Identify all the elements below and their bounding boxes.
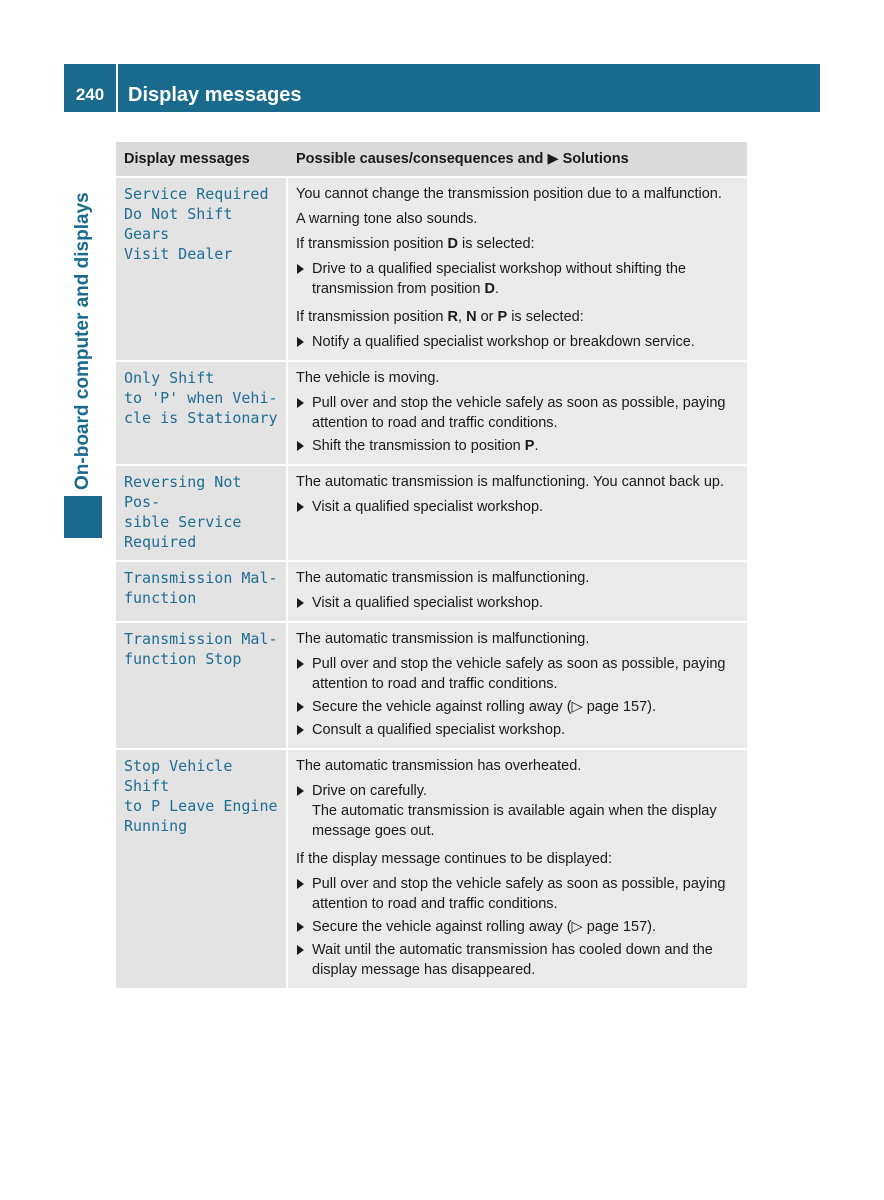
- table-row: [116, 562, 747, 623]
- bullet-arrow-icon: [297, 502, 304, 512]
- solution-item: Secure the vehicle against rolling away (▷ page 157).: [296, 697, 741, 717]
- solution-item: Drive on carefully. The automatic transmission is available again when the display message goes out.: [296, 781, 741, 841]
- solution-item: Pull over and stop the vehicle safely as soon as possible, paying attention to road and traffic conditions.: [296, 393, 741, 433]
- cause-text: The automatic transmission is malfunctioning. You cannot back up.: [296, 474, 724, 490]
- table-header: [116, 142, 747, 178]
- solution-item: Pull over and stop the vehicle safely as soon as possible, paying attention to road and traffic conditions.: [296, 874, 741, 914]
- bullet-arrow-icon: [297, 264, 304, 274]
- column-header-causes: Possible causes/consequences and ▶ Solutions: [296, 151, 629, 167]
- display-message: Transmission Mal- function: [124, 569, 278, 607]
- section-side-marker: [64, 496, 102, 538]
- cause-text: A warning tone also sounds.: [296, 211, 478, 227]
- page-header: [64, 64, 820, 112]
- cause-text: The automatic transmission has overheated.: [296, 758, 582, 774]
- table-row: [116, 466, 747, 562]
- display-message: Service Required Do Not Shift Gears Visit Dealer: [124, 185, 269, 263]
- bullet-arrow-icon: [297, 702, 304, 712]
- solution-item: Visit a qualified specialist workshop.: [296, 593, 741, 613]
- causes-cell: [288, 466, 747, 560]
- page-number: 240: [75, 85, 105, 104]
- solution-item: Shift the transmission to position P.: [296, 436, 741, 456]
- bullet-arrow-icon: [297, 337, 304, 347]
- solution-item: Notify a qualified specialist workshop or breakdown service.: [296, 332, 741, 352]
- solution-item: Visit a qualified specialist workshop.: [296, 497, 741, 517]
- cause-text: The vehicle is moving.: [296, 370, 440, 386]
- causes-cell: [288, 750, 747, 988]
- cause-text: The automatic transmission is malfunctioning.: [296, 570, 590, 586]
- cause-text: The automatic transmission is malfunctioning.: [296, 631, 590, 647]
- bullet-arrow-icon: [297, 659, 304, 669]
- condition-text: If the display message continues to be displayed:: [296, 851, 612, 867]
- cause-text: You cannot change the transmission position due to a malfunction.: [296, 186, 722, 202]
- bullet-arrow-icon: [297, 441, 304, 451]
- causes-cell: [288, 623, 747, 748]
- display-messages-table: [116, 142, 747, 990]
- table-row: [116, 750, 747, 990]
- table-row: [116, 178, 747, 362]
- page-title: Display messages: [128, 84, 302, 106]
- condition-text: If transmission position R, N or P is selected:: [296, 309, 584, 325]
- bullet-arrow-icon: [297, 945, 304, 955]
- bullet-arrow-icon: [297, 725, 304, 735]
- display-message: Stop Vehicle Shift to P Leave Engine Running: [124, 757, 278, 835]
- display-message: Transmission Mal- function Stop: [124, 630, 278, 668]
- condition-text: If transmission position D is selected:: [296, 236, 535, 252]
- display-message: Reversing Not Pos- sible Service Required: [124, 473, 242, 551]
- causes-cell: [288, 362, 747, 464]
- bullet-arrow-icon: [297, 786, 304, 796]
- display-message: Only Shift to 'P' when Vehi- cle is Stationary: [124, 369, 278, 427]
- table-row: [116, 623, 747, 750]
- bullet-arrow-icon: [297, 879, 304, 889]
- column-header-messages: Display messages: [124, 151, 250, 167]
- header-divider: [116, 64, 118, 112]
- section-side-label: On-board computer and displays: [72, 192, 93, 490]
- solution-item: Pull over and stop the vehicle safely as soon as possible, paying attention to road and traffic conditions.: [296, 654, 741, 694]
- solution-item: Drive to a qualified specialist workshop without shifting the transmission from position D.: [296, 259, 741, 299]
- solution-item: Consult a qualified specialist workshop.: [296, 720, 741, 740]
- causes-cell: [288, 562, 747, 621]
- bullet-arrow-icon: [297, 922, 304, 932]
- causes-cell: [288, 178, 747, 360]
- bullet-arrow-icon: [297, 598, 304, 608]
- bullet-arrow-icon: [297, 398, 304, 408]
- solution-item: Wait until the automatic transmission has cooled down and the display message has disappeared.: [296, 940, 741, 980]
- table-row: [116, 362, 747, 466]
- solution-item: Secure the vehicle against rolling away (▷ page 157).: [296, 917, 741, 937]
